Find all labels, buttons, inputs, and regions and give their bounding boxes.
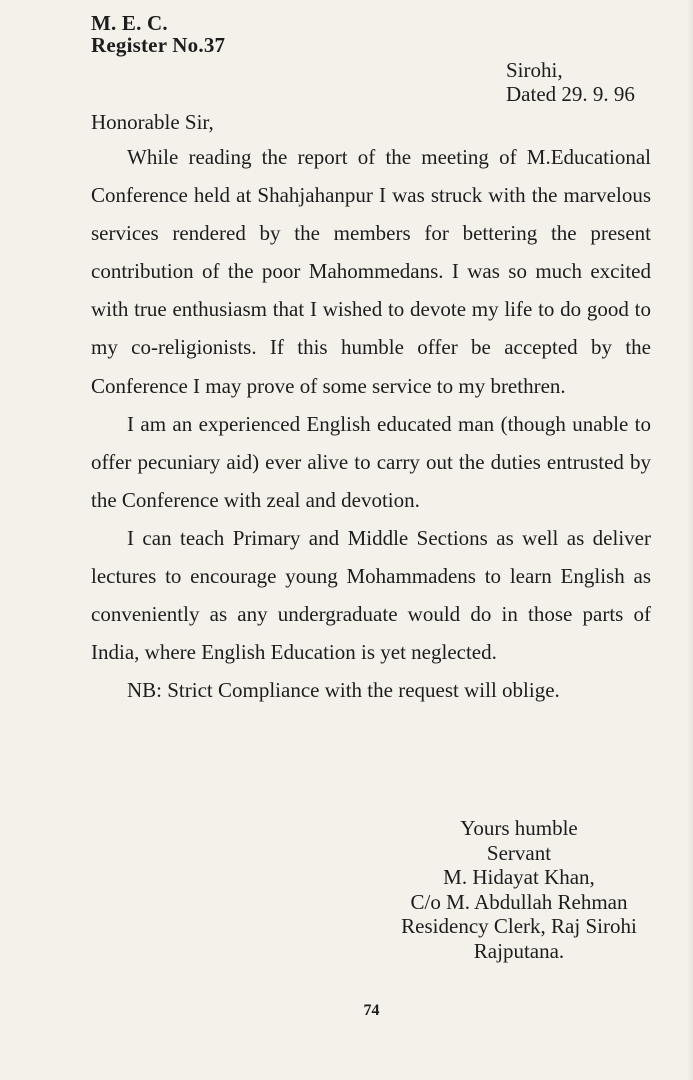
header-line-register: Register No.37 <box>91 33 226 57</box>
place-date-block <box>506 58 676 106</box>
register-header <box>91 12 311 56</box>
paragraph-3: I can teach Primary and Middle Sections as well as deliver lectures to encourage young Mohammadens to learn English as conveniently as any undergraduate would do in those parts of India, where English Education is yet neglected. <box>91 525 651 665</box>
letter-body <box>91 138 651 709</box>
salutation: Honorable Sir, <box>91 110 214 134</box>
signature-closing: Yours humble <box>460 816 578 840</box>
signature-name: M. Hidayat Khan, <box>443 865 595 889</box>
page-number: 74 <box>363 1002 380 1019</box>
header-line-mec: M. E. C. <box>91 11 168 35</box>
paragraph-nb: NB: Strict Compliance with the request will oblige. <box>127 678 560 703</box>
paragraph-1: While reading the report of the meeting of M.Educational Conference held at Shahjahanpur I was struck with the marvelous services rendered by the members for bettering the present contribution of the poor Mahommedans. I was so much excited with true enthusiasm that I wished to devote my life to do good to my co-religionists. If this humble offer be accepted by the Conference I may prove of some service to my brethren. <box>91 145 651 398</box>
page-edge <box>687 0 693 1080</box>
signature-block <box>384 816 654 963</box>
date: Dated 29. 9. 96 <box>506 82 635 106</box>
paragraph-2: I am an experienced English educated man (though unable to offer pecuniary aid) ever alive to carry out the duties entrusted by the Conference with zeal and devotion. <box>91 411 651 512</box>
signature-role: Residency Clerk, Raj Sirohi <box>401 914 637 938</box>
signature-region: Rajputana. <box>473 938 565 963</box>
signature-care-of: C/o M. Abdullah Rehman <box>410 889 628 914</box>
place: Sirohi, <box>506 58 563 82</box>
signature-servant: Servant <box>486 840 552 865</box>
